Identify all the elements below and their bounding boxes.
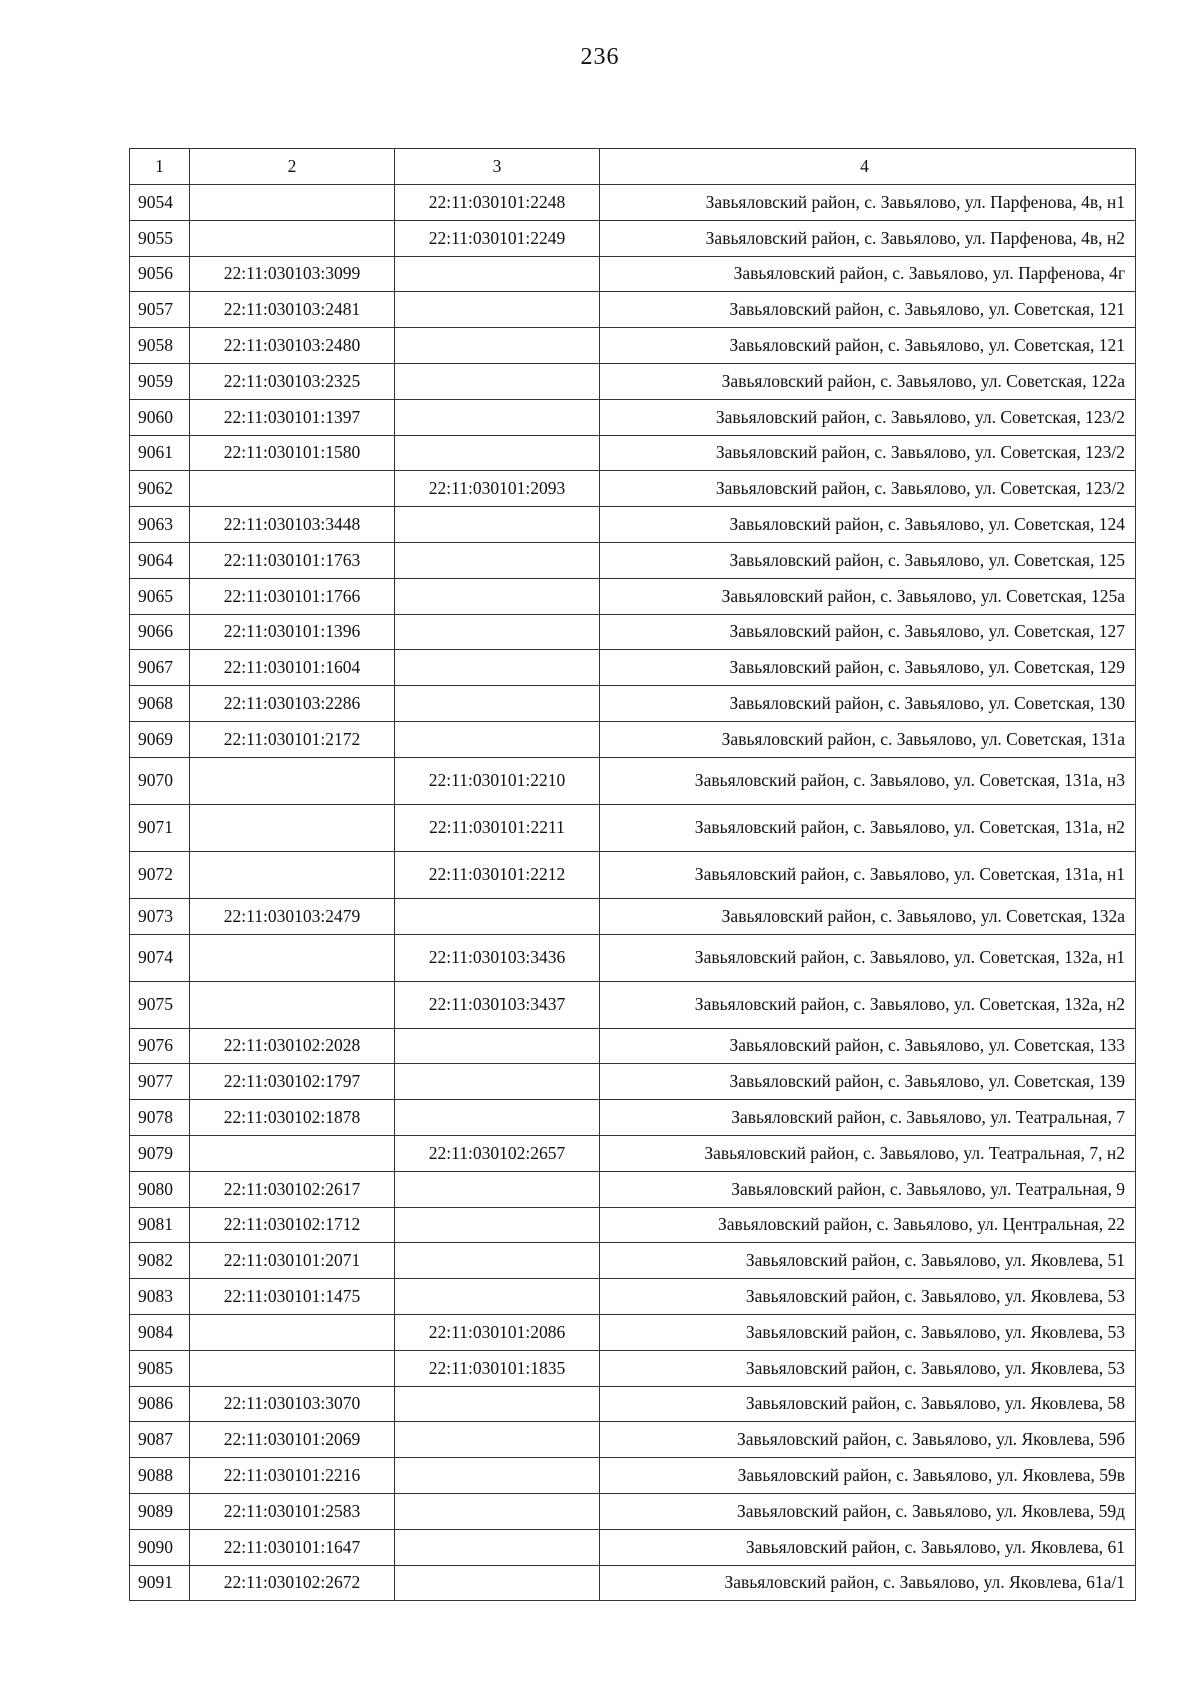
row-number-cell: 9055 <box>130 220 190 256</box>
address-text: Завьяловский район, с. Завьялово, ул. Советская, 131а, н2 <box>694 817 1125 838</box>
cadastral-number-cell: 22:11:030102:1878 <box>190 1100 395 1136</box>
cadastral-number-cell: 22:11:030101:1396 <box>190 614 395 650</box>
row-number-cell: 9088 <box>130 1458 190 1494</box>
address-text: Завьяловский район, с. Завьялово, ул. Советская, 125 <box>729 549 1125 570</box>
table-row <box>130 435 1136 471</box>
building-cadastral-number-cell <box>395 1493 600 1529</box>
address-cell <box>600 1529 1136 1565</box>
address-cell <box>600 220 1136 256</box>
building-cadastral-number-cell: 22:11:030101:2212 <box>395 851 600 898</box>
cadastral-number-cell: 22:11:030102:1797 <box>190 1064 395 1100</box>
row-number-cell: 9063 <box>130 507 190 543</box>
row-number-cell: 9078 <box>130 1100 190 1136</box>
building-cadastral-number-cell <box>395 1565 600 1601</box>
cadastral-number-cell: 22:11:030102:2672 <box>190 1565 395 1601</box>
building-cadastral-number-cell: 22:11:030103:3436 <box>395 934 600 981</box>
table-header-row <box>130 149 1136 185</box>
address-text: Завьяловский район, с. Завьялово, ул. Яковлева, 53 <box>745 1321 1125 1342</box>
address-cell <box>600 542 1136 578</box>
address-text: Завьяловский район, с. Завьялово, ул. Советская, 129 <box>729 657 1125 678</box>
address-cell <box>600 507 1136 543</box>
building-cadastral-number-cell <box>395 1064 600 1100</box>
row-number-cell: 9060 <box>130 399 190 435</box>
row-number-cell: 9079 <box>130 1135 190 1171</box>
address-text: Завьяловский район, с. Завьялово, ул. Советская, 124 <box>729 514 1125 535</box>
row-number-cell: 9076 <box>130 1028 190 1064</box>
address-cell <box>600 1493 1136 1529</box>
cadastral-number-cell <box>190 851 395 898</box>
table-row <box>130 1565 1136 1601</box>
address-text: Завьяловский район, с. Завьялово, ул. Советская, 132а, н2 <box>694 994 1125 1015</box>
address-text: Завьяловский район, с. Завьялово, ул. Яковлева, 58 <box>745 1393 1125 1414</box>
row-number-cell: 9066 <box>130 614 190 650</box>
table-row <box>130 650 1136 686</box>
address-cell <box>600 1458 1136 1494</box>
building-cadastral-number-cell: 22:11:030101:2211 <box>395 804 600 851</box>
cadastral-number-cell: 22:11:030103:2481 <box>190 292 395 328</box>
row-number-cell: 9085 <box>130 1350 190 1386</box>
row-number-cell: 9070 <box>130 757 190 804</box>
building-cadastral-number-cell <box>395 507 600 543</box>
address-text: Завьяловский район, с. Завьялово, ул. Яковлева, 53 <box>745 1357 1125 1378</box>
table-row <box>130 292 1136 328</box>
row-number-cell: 9062 <box>130 471 190 507</box>
table-row <box>130 614 1136 650</box>
table-body <box>130 149 1136 1601</box>
row-number-cell: 9072 <box>130 851 190 898</box>
building-cadastral-number-cell <box>395 256 600 292</box>
row-number-cell: 9064 <box>130 542 190 578</box>
building-cadastral-number-cell <box>395 1458 600 1494</box>
cadastral-number-cell: 22:11:030103:3448 <box>190 507 395 543</box>
address-text: Завьяловский район, с. Завьялово, ул. Театральная, 7, н2 <box>704 1142 1125 1163</box>
building-cadastral-number-cell <box>395 1100 600 1136</box>
row-number-cell: 9080 <box>130 1171 190 1207</box>
cadastral-number-cell: 22:11:030101:1604 <box>190 650 395 686</box>
building-cadastral-number-cell <box>395 1243 600 1279</box>
row-number-cell: 9090 <box>130 1529 190 1565</box>
building-cadastral-number-cell <box>395 1207 600 1243</box>
building-cadastral-number-cell <box>395 1386 600 1422</box>
cadastral-number-cell <box>190 757 395 804</box>
building-cadastral-number-cell: 22:11:030101:1835 <box>395 1350 600 1386</box>
address-text: Завьяловский район, с. Завьялово, ул. Советская, 132а <box>721 905 1125 926</box>
building-cadastral-number-cell <box>395 686 600 722</box>
address-cell <box>600 721 1136 757</box>
address-cell <box>600 1100 1136 1136</box>
address-cell <box>600 328 1136 364</box>
cadastral-number-cell: 22:11:030101:2172 <box>190 721 395 757</box>
cadastral-number-cell: 22:11:030101:2583 <box>190 1493 395 1529</box>
row-number-cell: 9057 <box>130 292 190 328</box>
address-text: Завьяловский район, с. Завьялово, ул. Яковлева, 61а/1 <box>724 1572 1125 1593</box>
building-cadastral-number-cell: 22:11:030101:2210 <box>395 757 600 804</box>
cadastral-number-cell: 22:11:030101:1397 <box>190 399 395 435</box>
cadastral-number-cell: 22:11:030103:2286 <box>190 686 395 722</box>
building-cadastral-number-cell <box>395 292 600 328</box>
address-text: Завьяловский район, с. Завьялово, ул. Центральная, 22 <box>718 1214 1125 1235</box>
row-number-cell: 9082 <box>130 1243 190 1279</box>
address-text: Завьяловский район, с. Завьялово, ул. Театральная, 9 <box>731 1178 1125 1199</box>
table-row <box>130 1100 1136 1136</box>
table-row <box>130 1458 1136 1494</box>
row-number-cell: 9059 <box>130 363 190 399</box>
address-text: Завьяловский район, с. Завьялово, ул. Советская, 130 <box>729 693 1125 714</box>
table-row <box>130 256 1136 292</box>
address-text: Завьяловский район, с. Завьялово, ул. Советская, 123/2 <box>715 406 1125 427</box>
header-col-3: 3 <box>395 149 600 185</box>
address-text: Завьяловский район, с. Завьялово, ул. Советская, 133 <box>729 1035 1125 1056</box>
address-cell <box>600 851 1136 898</box>
address-cell <box>600 1386 1136 1422</box>
row-number-cell: 9061 <box>130 435 190 471</box>
address-text: Завьяловский район, с. Завьялово, ул. Театральная, 7 <box>731 1107 1125 1128</box>
table-row <box>130 1422 1136 1458</box>
cadastral-number-cell <box>190 934 395 981</box>
table-row <box>130 1135 1136 1171</box>
address-text: Завьяловский район, с. Завьялово, ул. Яковлева, 59б <box>736 1429 1125 1450</box>
table-row <box>130 1493 1136 1529</box>
cadastral-number-cell <box>190 981 395 1028</box>
row-number-cell: 9069 <box>130 721 190 757</box>
table-row <box>130 1028 1136 1064</box>
cadastral-number-cell <box>190 1314 395 1350</box>
address-cell <box>600 1314 1136 1350</box>
address-cell <box>600 578 1136 614</box>
row-number-cell: 9054 <box>130 185 190 221</box>
building-cadastral-number-cell <box>395 435 600 471</box>
address-cell <box>600 363 1136 399</box>
address-cell <box>600 399 1136 435</box>
table-row <box>130 578 1136 614</box>
address-cell <box>600 471 1136 507</box>
address-cell <box>600 1243 1136 1279</box>
address-text: Завьяловский район, с. Завьялово, ул. Советская, 131а, н1 <box>694 864 1125 885</box>
address-text: Завьяловский район, с. Завьялово, ул. Парфенова, 4в, н2 <box>705 227 1125 248</box>
address-cell <box>600 1279 1136 1315</box>
table-row <box>130 1207 1136 1243</box>
table-row <box>130 471 1136 507</box>
address-text: Завьяловский район, с. Завьялово, ул. Советская, 123/2 <box>715 478 1125 499</box>
address-text: Завьяловский район, с. Завьялово, ул. Советская, 132а, н1 <box>694 947 1125 968</box>
cadastral-number-cell: 22:11:030101:2071 <box>190 1243 395 1279</box>
address-cell <box>600 898 1136 934</box>
cadastral-number-cell: 22:11:030101:2069 <box>190 1422 395 1458</box>
address-text: Завьяловский район, с. Завьялово, ул. Яковлева, 53 <box>745 1286 1125 1307</box>
cadastral-number-cell: 22:11:030101:1766 <box>190 578 395 614</box>
cadastral-number-cell: 22:11:030101:1647 <box>190 1529 395 1565</box>
address-cell <box>600 292 1136 328</box>
cadastral-number-cell: 22:11:030102:2028 <box>190 1028 395 1064</box>
table-row <box>130 1529 1136 1565</box>
building-cadastral-number-cell <box>395 542 600 578</box>
address-cell <box>600 1135 1136 1171</box>
building-cadastral-number-cell <box>395 614 600 650</box>
building-cadastral-number-cell <box>395 1028 600 1064</box>
address-text: Завьяловский район, с. Завьялово, ул. Советская, 127 <box>729 621 1125 642</box>
row-number-cell: 9056 <box>130 256 190 292</box>
address-text: Завьяловский район, с. Завьялово, ул. Яковлева, 59в <box>737 1465 1125 1485</box>
row-number-cell: 9075 <box>130 981 190 1028</box>
table-row <box>130 363 1136 399</box>
address-cell <box>600 804 1136 851</box>
address-cell <box>600 435 1136 471</box>
row-number-cell: 9068 <box>130 686 190 722</box>
cadastral-number-cell: 22:11:030103:2480 <box>190 328 395 364</box>
address-cell <box>600 1171 1136 1207</box>
address-cell <box>600 1422 1136 1458</box>
table-row <box>130 934 1136 981</box>
header-col-1: 1 <box>130 149 190 185</box>
table-row <box>130 721 1136 757</box>
table-row <box>130 898 1136 934</box>
row-number-cell: 9071 <box>130 804 190 851</box>
table-row <box>130 1314 1136 1350</box>
building-cadastral-number-cell: 22:11:030101:2093 <box>395 471 600 507</box>
row-number-cell: 9058 <box>130 328 190 364</box>
table-row <box>130 1171 1136 1207</box>
building-cadastral-number-cell <box>395 721 600 757</box>
building-cadastral-number-cell: 22:11:030103:3437 <box>395 981 600 1028</box>
table-row <box>130 804 1136 851</box>
cadastral-number-cell <box>190 804 395 851</box>
cadastral-number-cell: 22:11:030103:3099 <box>190 256 395 292</box>
table-row <box>130 851 1136 898</box>
row-number-cell: 9074 <box>130 934 190 981</box>
row-number-cell: 9065 <box>130 578 190 614</box>
building-cadastral-number-cell <box>395 1171 600 1207</box>
cadastral-number-cell <box>190 1350 395 1386</box>
cadastral-number-cell: 22:11:030103:3070 <box>190 1386 395 1422</box>
building-cadastral-number-cell <box>395 1279 600 1315</box>
table-row <box>130 1243 1136 1279</box>
address-cell <box>600 686 1136 722</box>
address-cell <box>600 981 1136 1028</box>
address-text: Завьяловский район, с. Завьялово, ул. Советская, 125а <box>721 585 1125 606</box>
page-number: 236 <box>580 44 620 70</box>
address-cell <box>600 757 1136 804</box>
table-row <box>130 185 1136 221</box>
table-row <box>130 1064 1136 1100</box>
building-cadastral-number-cell <box>395 650 600 686</box>
address-cell <box>600 1064 1136 1100</box>
cadastral-number-cell: 22:11:030101:2216 <box>190 1458 395 1494</box>
address-text: Завьяловский район, с. Завьялово, ул. Советская, 121 <box>729 299 1125 320</box>
building-cadastral-number-cell <box>395 1529 600 1565</box>
table-row <box>130 757 1136 804</box>
address-text: Завьяловский район, с. Завьялово, ул. Парфенова, 4в, н1 <box>705 191 1125 212</box>
building-cadastral-number-cell: 22:11:030101:2248 <box>395 185 600 221</box>
row-number-cell: 9084 <box>130 1314 190 1350</box>
address-cell <box>600 1207 1136 1243</box>
building-cadastral-number-cell <box>395 399 600 435</box>
address-text: Завьяловский район, с. Завьялово, ул. Советская, 131а <box>721 728 1125 749</box>
address-cell <box>600 185 1136 221</box>
row-number-cell: 9087 <box>130 1422 190 1458</box>
cadastral-number-cell: 22:11:030102:1712 <box>190 1207 395 1243</box>
cadastral-number-cell <box>190 1135 395 1171</box>
address-text: Завьяловский район, с. Завьялово, ул. Яковлева, 59д <box>736 1500 1125 1521</box>
address-text: Завьяловский район, с. Завьялово, ул. Парфенова, 4г <box>733 263 1125 284</box>
address-text: Завьяловский район, с. Завьялово, ул. Яковлева, 51 <box>745 1250 1125 1271</box>
address-text: Завьяловский район, с. Завьялово, ул. Советская, 139 <box>729 1071 1125 1092</box>
table-row <box>130 686 1136 722</box>
address-cell <box>600 1350 1136 1386</box>
address-cell <box>600 650 1136 686</box>
row-number-cell: 9083 <box>130 1279 190 1315</box>
cadastral-number-cell: 22:11:030103:2325 <box>190 363 395 399</box>
building-cadastral-number-cell <box>395 578 600 614</box>
address-cell <box>600 614 1136 650</box>
cadastral-number-cell <box>190 471 395 507</box>
header-col-2: 2 <box>190 149 395 185</box>
cadastral-number-cell: 22:11:030102:2617 <box>190 1171 395 1207</box>
row-number-cell: 9086 <box>130 1386 190 1422</box>
row-number-cell: 9081 <box>130 1207 190 1243</box>
address-text: Завьяловский район, с. Завьялово, ул. Советская, 121 <box>729 335 1125 356</box>
table-row <box>130 507 1136 543</box>
row-number-cell: 9067 <box>130 650 190 686</box>
address-cell <box>600 934 1136 981</box>
row-number-cell: 9091 <box>130 1565 190 1601</box>
row-number-cell: 9073 <box>130 898 190 934</box>
table-row <box>130 1386 1136 1422</box>
building-cadastral-number-cell <box>395 898 600 934</box>
table-row <box>130 399 1136 435</box>
cadastral-number-cell: 22:11:030101:1580 <box>190 435 395 471</box>
table-row <box>130 328 1136 364</box>
building-cadastral-number-cell <box>395 328 600 364</box>
address-text: Завьяловский район, с. Завьялово, ул. Советская, 122а <box>721 370 1125 391</box>
building-cadastral-number-cell: 22:11:030102:2657 <box>395 1135 600 1171</box>
cadastral-number-cell <box>190 185 395 221</box>
building-cadastral-number-cell <box>395 1422 600 1458</box>
property-table <box>129 148 1136 1601</box>
cadastral-number-cell: 22:11:030101:1475 <box>190 1279 395 1315</box>
cadastral-number-cell <box>190 220 395 256</box>
address-text: Завьяловский район, с. Завьялово, ул. Советская, 131а, н3 <box>694 770 1125 791</box>
header-col-4: 4 <box>600 149 1136 185</box>
address-text: Завьяловский район, с. Завьялово, ул. Советская, 123/2 <box>715 442 1125 463</box>
cadastral-number-cell: 22:11:030101:1763 <box>190 542 395 578</box>
building-cadastral-number-cell: 22:11:030101:2086 <box>395 1314 600 1350</box>
row-number-cell: 9089 <box>130 1493 190 1529</box>
row-number-cell: 9077 <box>130 1064 190 1100</box>
table-row <box>130 981 1136 1028</box>
address-cell <box>600 256 1136 292</box>
table-row <box>130 220 1136 256</box>
table-row <box>130 1279 1136 1315</box>
building-cadastral-number-cell <box>395 363 600 399</box>
table-row <box>130 542 1136 578</box>
cadastral-number-cell: 22:11:030103:2479 <box>190 898 395 934</box>
table-row <box>130 1350 1136 1386</box>
address-cell <box>600 1565 1136 1601</box>
building-cadastral-number-cell: 22:11:030101:2249 <box>395 220 600 256</box>
address-cell <box>600 1028 1136 1064</box>
address-text: Завьяловский район, с. Завьялово, ул. Яковлева, 61 <box>745 1536 1125 1557</box>
